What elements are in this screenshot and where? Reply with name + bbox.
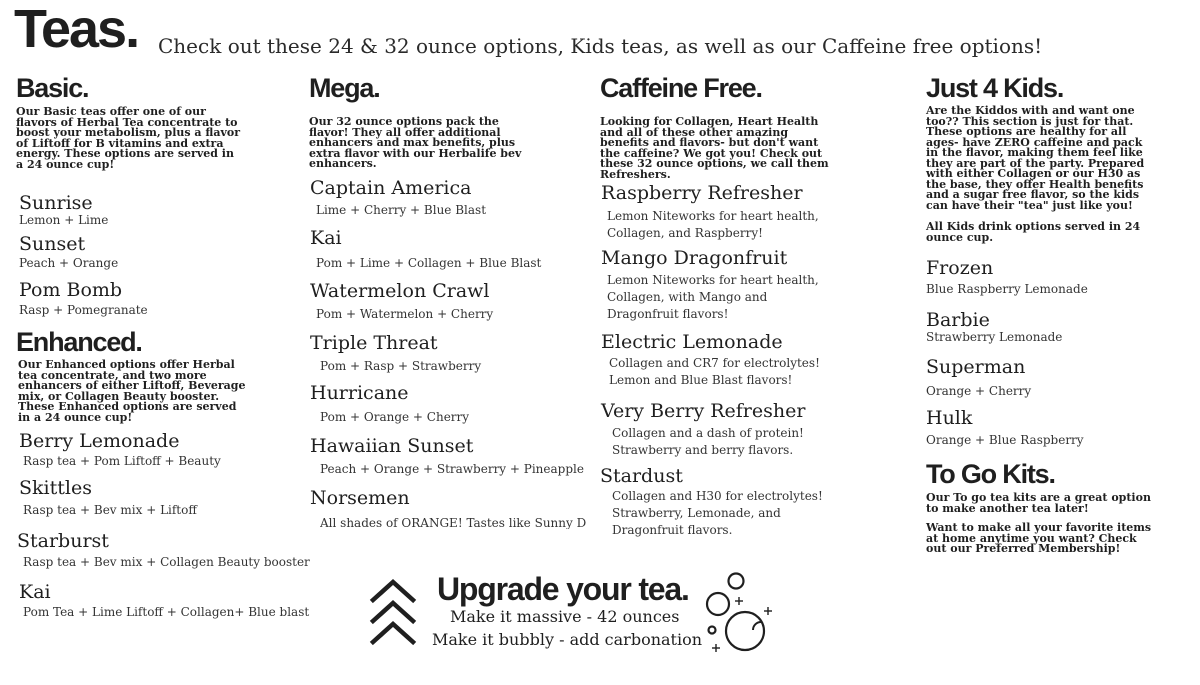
enhanced-item-name: Skittles: [19, 477, 92, 499]
mega-item-ingredients: Pom + Rasp + Strawberry: [320, 359, 482, 373]
kids-item-name: Hulk: [926, 407, 973, 429]
enhanced-heading: Enhanced.: [16, 327, 142, 357]
mega-item-ingredients: Pom + Watermelon + Cherry: [316, 307, 494, 321]
kids-cup-note: All Kids drink options served in 24 ounce cup.: [926, 220, 1141, 244]
kids-item-name: Frozen: [926, 257, 994, 279]
togo-description: Our To go tea kits are a great option to make another tea later!: [926, 491, 1151, 515]
upgrade-title: Upgrade your tea.: [437, 571, 689, 607]
basic-item-ingredients: Rasp + Pomegranate: [19, 303, 148, 317]
mega-item-ingredients: Peach + Orange + Strawberry + Pineapple: [320, 462, 584, 476]
kids-item-ingredients: Strawberry Lemonade: [926, 330, 1063, 344]
kids-item-ingredients: Orange + Blue Raspberry: [926, 433, 1084, 447]
mega-item-name: Captain America: [310, 177, 472, 199]
kids-item-name: Superman: [926, 356, 1026, 378]
enhanced-item-name: Berry Lemonade: [19, 430, 180, 452]
mega-item-ingredients: Lime + Cherry + Blue Blast: [316, 203, 487, 217]
caffeine-free-item-ingredients: Collagen and H30 for electrolytes! Strawberry, Lemonade, and Dragonfruit flavors.: [612, 489, 823, 537]
basic-item-name: Pom Bomb: [19, 279, 123, 301]
caffeine-free-item-name: Stardust: [600, 465, 683, 487]
caffeine-free-item-ingredients: Collagen and a dash of protein! Strawberry and berry flavors.: [612, 426, 804, 457]
caffeine-free-item-name: Mango Dragonfruit: [601, 247, 788, 269]
togo-membership-description: Want to make all your favorite items at home anytime you want? Check out our Preferred Membership!: [926, 521, 1152, 555]
enhanced-item-ingredients: Rasp tea + Bev mix + Collagen Beauty booster: [23, 555, 310, 569]
kids-item-ingredients: Blue Raspberry Lemonade: [926, 282, 1088, 296]
kids-description: Are the Kiddos with and want one too?? This section is just for that. These options are healthy for all ages- have ZERO caffeine and pack in the flavor, making them feel like they are part of the party. Prepared with either Collagen or our H30 as the base, they offer Health benefits and a sugar free flavor, so the kids can have their "tea" just like you!: [926, 104, 1145, 212]
mega-description: Our 32 ounce options pack the flavor! They all offer additional enhancers and max benefits, plus extra flavor with our Herbalife bev enhancers.: [309, 115, 522, 170]
basic-item-ingredients: Peach + Orange: [19, 256, 119, 270]
mega-item-ingredients: Pom + Orange + Cherry: [320, 410, 470, 424]
mega-item-ingredients: Pom + Lime + Collagen + Blue Blast: [316, 256, 542, 270]
kids-item-ingredients: Orange + Cherry: [926, 384, 1032, 398]
mega-heading: Mega.: [309, 73, 380, 103]
bubbles-icon: [700, 570, 780, 656]
mega-item-name: Kai: [310, 227, 342, 249]
basic-description: Our Basic teas offer one of our flavors of Herbal Tea concentrate to boost your metabolism, plus a flavor of Liftoff for B vitamins and extra energy. These options are served in a 24 ounce cup!: [16, 105, 241, 171]
caffeine-free-item-ingredients: Collagen and CR7 for electrolytes! Lemon and Blue Blast flavors!: [609, 356, 820, 387]
upgrade-massive-line: Make it massive - 42 ounces: [450, 607, 680, 626]
page-tagline: Check out these 24 & 32 ounce options, Kids teas, as well as our Caffeine free options!: [158, 34, 1043, 58]
basic-item-ingredients: Lemon + Lime: [19, 213, 109, 227]
chevrons-up-icon: [368, 576, 418, 648]
enhanced-item-ingredients: Pom Tea + Lime Liftoff + Collagen+ Blue blast: [23, 605, 310, 619]
enhanced-item-name: Kai: [19, 581, 51, 603]
enhanced-item-ingredients: Rasp tea + Bev mix + Liftoff: [23, 503, 197, 517]
mega-item-name: Watermelon Crawl: [310, 280, 490, 302]
mega-item-name: Hurricane: [310, 382, 409, 404]
upgrade-bubbly-line: Make it bubbly - add carbonation: [432, 630, 703, 649]
kids-heading: Just 4 Kids.: [926, 73, 1064, 103]
mega-item-name: Hawaiian Sunset: [310, 435, 474, 457]
basic-item-name: Sunset: [19, 233, 86, 255]
basic-heading: Basic.: [16, 73, 89, 103]
mega-item-ingredients: All shades of ORANGE! Tastes like Sunny D: [320, 517, 586, 529]
caffeine-free-item-name: Raspberry Refresher: [601, 182, 803, 204]
caffeine-free-item-name: Very Berry Refresher: [601, 400, 806, 422]
enhanced-description: Our Enhanced options offer Herbal tea concentrate, and two more enhancers of either Liftoff, Beverage mix, or Collagen Beauty booster. These Enhanced options are served in a 24 ounce cup!: [18, 358, 246, 424]
enhanced-item-ingredients: Rasp tea + Pom Liftoff + Beauty: [23, 454, 221, 468]
caffeine-free-description: Looking for Collagen, Heart Health and all of these other amazing benefits and flavors- but don't want the caffeine? We got you! Check out these 32 ounce options, we call them Refreshers.: [600, 115, 829, 181]
page-title: Teas.: [14, 0, 139, 59]
mega-item-name: Triple Threat: [310, 332, 438, 354]
caffeine-free-item-ingredients: Lemon Niteworks for heart health, Collagen, with Mango and Dragonfruit flavors!: [607, 273, 819, 321]
basic-item-name: Sunrise: [19, 192, 93, 214]
caffeine-free-item-name: Electric Lemonade: [601, 331, 783, 353]
mega-item-name: Norsemen: [310, 487, 410, 509]
caffeine-free-heading: Caffeine Free.: [600, 73, 762, 103]
enhanced-item-name: Starburst: [17, 530, 109, 552]
togo-heading: To Go Kits.: [926, 459, 1055, 489]
kids-item-name: Barbie: [926, 309, 990, 331]
caffeine-free-item-ingredients: Lemon Niteworks for heart health, Collagen, and Raspberry!: [607, 209, 819, 240]
